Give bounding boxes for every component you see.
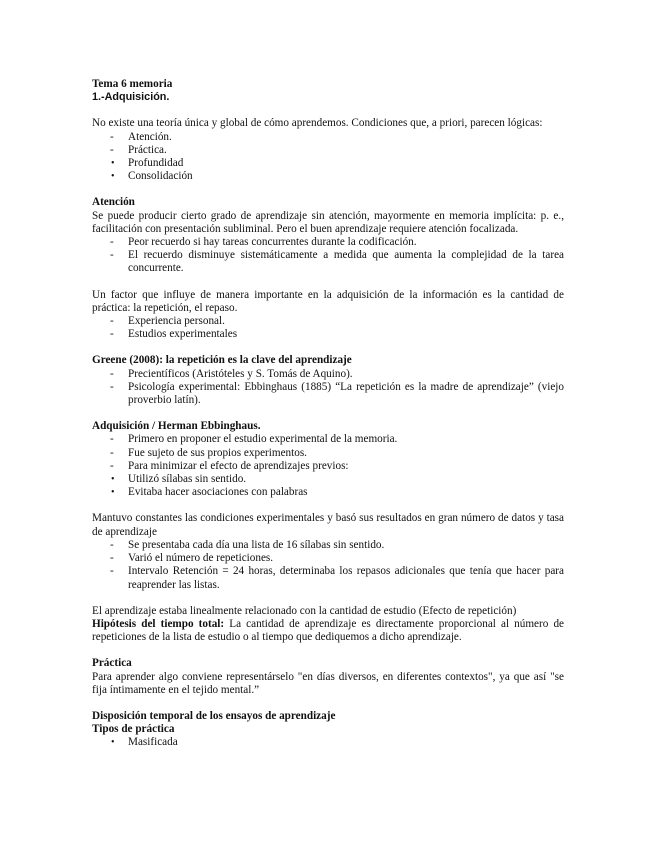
list-item: [92, 368, 564, 381]
list-item: [92, 447, 564, 460]
list-item-text: Profundidad: [128, 157, 184, 170]
list-item: [92, 236, 564, 249]
list-item: [92, 170, 564, 183]
greene-list: [92, 368, 564, 408]
list-item: [92, 249, 564, 275]
document-title: Tema 6 memoria: [92, 78, 173, 90]
tipos-practica-list: [92, 736, 564, 749]
list-item: [92, 433, 564, 446]
dash-marker: -: [110, 367, 114, 380]
list-item-text: Fue sujeto de sus propios experimentos.: [128, 446, 307, 459]
efecto-line: El aprendizaje estaba linealmente relacionado con la cantidad de estudio (Efecto de repetición): [92, 604, 517, 617]
disposicion-heading: Disposición temporal de los ensayos de aprendizaje: [92, 709, 336, 722]
ebbinghaus-heading: Adquisición / Herman Ebbinghaus.: [92, 420, 261, 433]
list-item-text: Utilizó sílabas sin sentido.: [128, 473, 247, 486]
dash-marker: -: [110, 446, 114, 459]
atencion-heading: Atención: [92, 196, 135, 209]
bullet-marker: •: [111, 474, 115, 486]
tipos-practica-heading: Tipos de práctica: [92, 723, 175, 736]
list-item: [92, 131, 564, 144]
list-item-text: Evitaba hacer asociaciones con palabras: [128, 486, 308, 499]
practica-paragraph: Para aprender algo conviene representárselo "en días diversos, en diferentes contextos", ya que así "se fija íntimamente en el tejido mental.”: [92, 670, 564, 696]
list-item: [92, 736, 564, 749]
list-item: [92, 486, 564, 499]
dash-marker: -: [110, 130, 114, 143]
list-item-text: Peor recuerdo si hay tareas concurrentes durante la codificación.: [128, 236, 417, 249]
list-item: [92, 315, 564, 328]
dash-marker: -: [110, 433, 114, 446]
list-item-text: Experiencia personal.: [128, 315, 225, 328]
list-item: [92, 144, 564, 157]
list-item-text: Atención.: [128, 130, 172, 143]
dash-marker: -: [110, 249, 114, 262]
dash-marker: -: [110, 143, 114, 156]
dash-marker: -: [110, 565, 114, 578]
mantuvo-paragraph: Mantuvo constantes las condiciones experimentales y basó sus resultados en gran número de datos y tasa de aprendizaje: [92, 512, 564, 538]
list-item-text: Estudios experimentales: [128, 328, 238, 341]
hipotesis-label: Hipótesis del tiempo total:: [92, 617, 225, 630]
dash-marker: -: [110, 315, 114, 328]
list-item: [92, 328, 564, 341]
list-item-text: Intervalo Retención = 24 horas, determinaba los repasos adicionales que tenía que hacer para reaprender las listas.: [128, 565, 564, 591]
bullet-marker: •: [111, 171, 115, 183]
bullet-marker: •: [111, 737, 115, 749]
dash-marker: -: [110, 328, 114, 341]
hipotesis-text: La cantidad de aprendizaje es directamente proporcional al número de repeticiones de la lista de estudio o al tiempo que dediquemos a dicho aprendizaje.: [92, 617, 564, 644]
list-item: [92, 473, 564, 486]
list-item: [92, 552, 564, 565]
list-item-text: Práctica.: [128, 143, 167, 156]
ebbinghaus-list: [92, 433, 564, 499]
list-item-text: Psicología experimental: Ebbinghaus (1885) “La repetición es la madre de aprendizaje” (viejo proverbio latín).: [128, 380, 564, 407]
list-item-text: Consolidación: [128, 170, 193, 183]
dash-marker: -: [110, 552, 114, 565]
list-item: [92, 539, 564, 552]
dash-marker: -: [110, 538, 114, 551]
list-item: [92, 381, 564, 407]
mantuvo-list: [92, 539, 564, 592]
dash-marker: -: [110, 236, 114, 249]
section-subtitle: 1.-Adquisición.: [92, 91, 170, 104]
list-item: [92, 460, 564, 473]
list-item-text: Masificada: [128, 736, 178, 749]
list-item-text: El recuerdo disminuye sistemáticamente a medida que aumenta la complejidad de la tarea concurrente.: [128, 249, 564, 275]
atencion-list: [92, 236, 564, 276]
dash-marker: -: [110, 459, 114, 472]
intro-paragraph: No existe una teoría única y global de cómo aprendemos. Condiciones que, a priori, parecen lógicas:: [92, 117, 543, 130]
dash-marker: -: [110, 380, 114, 393]
atencion-paragraph: Se puede producir cierto grado de aprendizaje sin atención, mayormente en memoria implícita: p. e., facilitación con presentación subliminal. Pero el buen aprendizaje requiere atención focalizada.: [92, 209, 564, 235]
list-item-text: Para minimizar el efecto de aprendizajes previos:: [128, 459, 349, 472]
greene-heading: Greene (2008): la repetición es la clave del aprendizaje: [92, 354, 352, 367]
list-item-text: Varió el número de repeticiones.: [128, 552, 274, 565]
document-body: [92, 78, 564, 750]
bullet-marker: •: [111, 487, 115, 499]
list-item: [92, 565, 564, 591]
list-item-text: Se presentaba cada día una lista de 16 sílabas sin sentido.: [128, 538, 385, 551]
intro-list: [92, 131, 564, 184]
bullet-marker: •: [111, 158, 115, 170]
hipotesis-paragraph: [92, 618, 564, 644]
list-item: [92, 157, 564, 170]
factor-list: [92, 315, 564, 341]
list-item-text: Primero en proponer el estudio experimental de la memoria.: [128, 433, 398, 446]
list-item-text: Precientíficos (Aristóteles y S. Tomás de Aquino).: [128, 367, 353, 380]
practica-heading: Práctica: [92, 657, 132, 670]
factor-paragraph: Un factor que influye de manera importante en la adquisición de la información es la cantidad de práctica: la repetición, el repaso.: [92, 288, 564, 314]
